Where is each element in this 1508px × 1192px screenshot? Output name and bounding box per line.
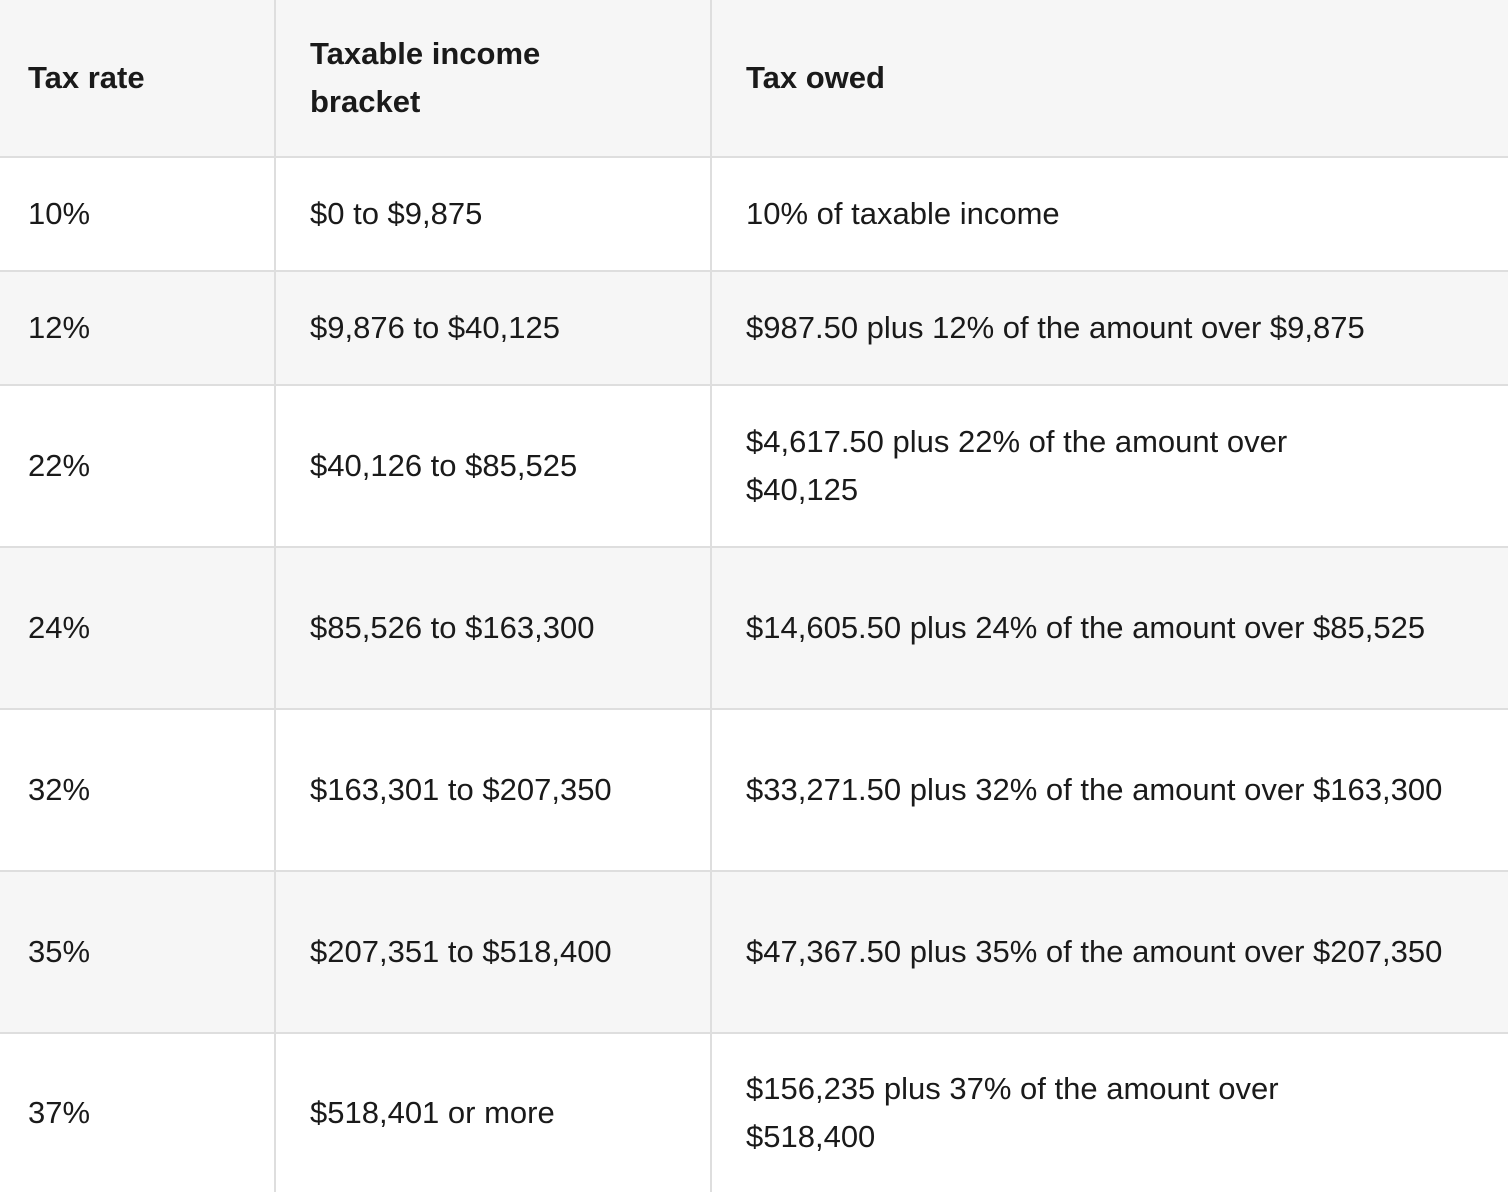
cell-tax-rate: 37% — [0, 1033, 275, 1192]
table-header — [0, 0, 1508, 157]
cell-income-bracket: $163,301 to $207,350 — [275, 709, 711, 871]
table-row — [0, 1033, 1508, 1192]
table-row — [0, 157, 1508, 271]
header-tax-owed: Tax owed — [711, 0, 1508, 157]
header-taxable-income-bracket: Taxable income bracket — [275, 0, 711, 157]
header-tax-rate: Tax rate — [0, 0, 275, 157]
cell-tax-rate: 24% — [0, 547, 275, 709]
cell-tax-rate: 35% — [0, 871, 275, 1033]
table-row — [0, 271, 1508, 385]
cell-tax-rate: 12% — [0, 271, 275, 385]
cell-income-bracket: $85,526 to $163,300 — [275, 547, 711, 709]
cell-tax-owed: 10% of taxable income — [711, 157, 1508, 271]
cell-tax-rate: 10% — [0, 157, 275, 271]
table-row — [0, 871, 1508, 1033]
cell-tax-owed: $47,367.50 plus 35% of the amount over $207,350 — [711, 871, 1508, 1033]
cell-tax-rate: 22% — [0, 385, 275, 547]
table-row — [0, 709, 1508, 871]
table-row — [0, 547, 1508, 709]
cell-tax-owed: $14,605.50 plus 24% of the amount over $85,525 — [711, 547, 1508, 709]
cell-income-bracket: $0 to $9,875 — [275, 157, 711, 271]
table-row — [0, 385, 1508, 547]
cell-tax-owed: $33,271.50 plus 32% of the amount over $163,300 — [711, 709, 1508, 871]
cell-tax-owed: $156,235 plus 37% of the amount over $518,400 — [711, 1033, 1508, 1192]
cell-tax-owed: $987.50 plus 12% of the amount over $9,875 — [711, 271, 1508, 385]
cell-tax-rate: 32% — [0, 709, 275, 871]
cell-income-bracket: $518,401 or more — [275, 1033, 711, 1192]
table-body — [0, 157, 1508, 1192]
cell-income-bracket: $9,876 to $40,125 — [275, 271, 711, 385]
cell-income-bracket: $40,126 to $85,525 — [275, 385, 711, 547]
cell-income-bracket: $207,351 to $518,400 — [275, 871, 711, 1033]
cell-tax-owed: $4,617.50 plus 22% of the amount over $40,125 — [711, 385, 1508, 547]
header-row — [0, 0, 1508, 157]
